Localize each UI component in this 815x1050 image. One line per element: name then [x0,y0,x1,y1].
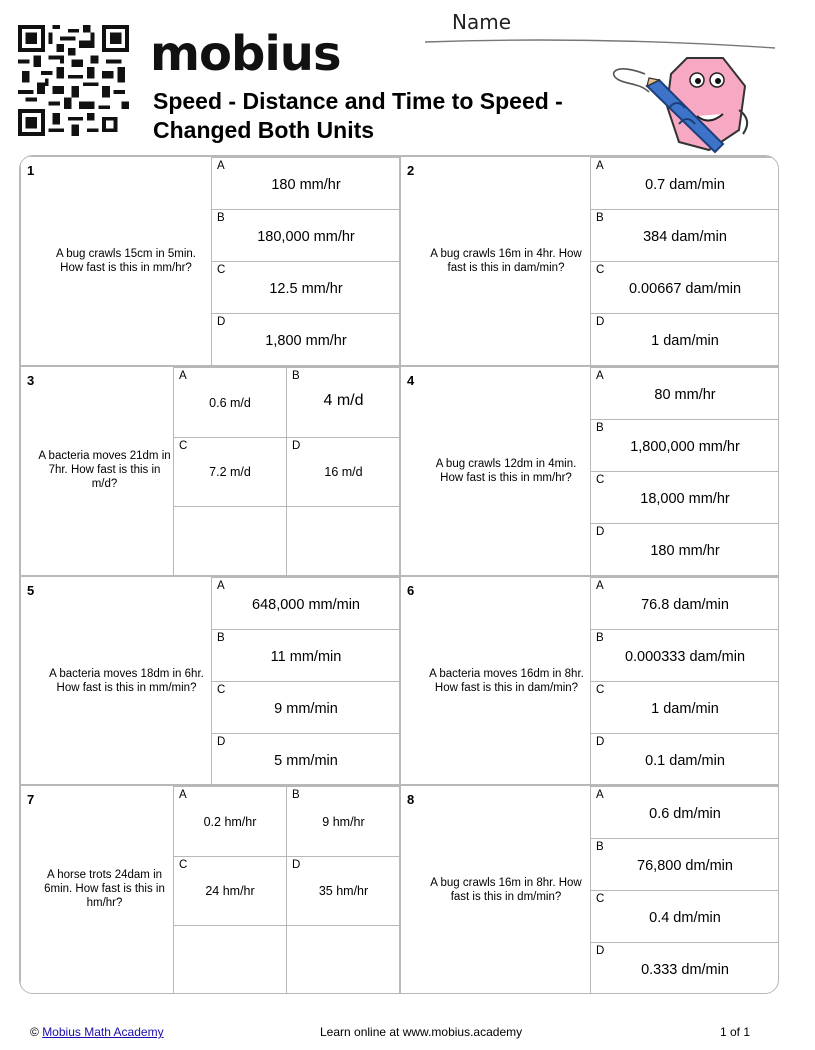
option-letter: D [292,440,301,452]
option-letter: D [217,736,226,748]
mascot-icon [605,50,755,155]
mobius-logo [150,26,341,82]
answer-option[interactable] [590,261,779,314]
question-cell [400,785,779,994]
option-letter: D [596,945,605,957]
option-letter: D [596,736,605,748]
question-cell [400,576,779,785]
option-letter: D [292,859,301,871]
question-number: 1 [27,163,35,178]
answer-option[interactable] [590,733,779,786]
option-value: 0.6 m/d [209,396,251,410]
option-letter: A [179,370,187,382]
question-cell [400,156,779,366]
question-text: A bacteria moves 16dm in 8hr. How fast is this in dam/min? [429,668,584,694]
question-number: 2 [407,163,415,178]
answer-option[interactable] [286,367,401,438]
question-text: A bacteria moves 21dm in 7hr. How fast is this in m/d? [38,450,171,490]
answer-option[interactable] [173,786,287,857]
option-letter: B [292,789,300,801]
option-letter: B [596,632,604,644]
option-value: 0.000333 dam/min [624,649,746,665]
option-value: 1 dam/min [651,333,719,349]
option-value: 12.5 mm/hr [269,281,343,297]
question-text: A horse trots 24dam in 6min. How fast is this in hm/hr? [44,869,165,909]
question-text: A bug crawls 16m in 4hr. How fast is this in dam/min? [430,248,582,274]
option-value: 5 mm/min [274,753,338,769]
option-letter: B [217,212,225,224]
answer-option[interactable] [286,786,401,857]
answer-option[interactable] [173,367,287,438]
option-letter: A [217,580,225,592]
option-letter: A [596,370,604,382]
option-letter: D [596,526,605,538]
option-letter: C [179,440,188,452]
answer-option[interactable] [211,629,401,682]
question-number: 3 [27,373,35,388]
option-value: 9 mm/min [274,701,338,717]
answer-option[interactable] [590,681,779,734]
option-value: 76.8 dam/min [641,597,729,613]
question-text: A bug crawls 12dm in 4min. How fast is this in mm/hr? [435,458,577,484]
answer-option[interactable] [211,313,401,367]
option-letter: A [217,160,225,172]
question-number: 5 [27,583,35,598]
answer-option[interactable] [286,856,401,926]
question-number: 6 [407,583,415,598]
option-value: 1,800 mm/hr [265,333,347,349]
option-letter: C [179,859,188,871]
answer-option[interactable] [590,157,779,210]
footer-learn-online: Learn online at www.mobius.academy [320,1025,523,1039]
option-value: 0.2 hm/hr [203,815,257,829]
answer-option[interactable] [211,577,401,630]
option-letter: C [596,893,605,905]
option-letter: B [596,841,604,853]
answer-option[interactable] [211,157,401,210]
option-value: 0.6 dm/min [649,806,721,822]
option-letter: A [596,160,604,172]
answer-option[interactable] [590,942,779,994]
answer-option[interactable] [590,890,779,943]
question-cell [400,366,779,576]
copyright-symbol: © [30,1025,39,1039]
answer-option[interactable] [590,786,779,839]
logo-text: mobius [150,26,341,82]
option-letter: B [217,632,225,644]
answer-option[interactable] [173,856,287,926]
option-letter: A [596,580,604,592]
option-value: 18,000 mm/hr [640,491,730,507]
answer-option[interactable] [590,367,779,420]
question-number: 8 [407,792,415,807]
option-value: 180 mm/hr [650,543,720,559]
page-title: Speed - Distance and Time to Speed - Changed Both Units [153,88,563,143]
option-letter: A [179,789,187,801]
answer-option[interactable] [590,577,779,630]
qr-code-icon [18,25,129,136]
answer-option[interactable] [590,523,779,577]
option-value: 384 dam/min [643,229,727,245]
option-letter: C [217,684,226,696]
question-text: A bug crawls 16m in 8hr. How fast is this in dm/min? [430,877,582,903]
blank-box [173,506,287,577]
option-value: 35 hm/hr [318,884,369,898]
answer-option[interactable] [211,681,401,734]
answer-option[interactable] [590,209,779,262]
question-cell [20,576,400,785]
answer-option[interactable] [590,419,779,472]
option-value: 16 m/d [324,465,363,479]
option-letter: B [596,212,604,224]
option-letter: C [596,474,605,486]
option-value: 11 mm/min [270,649,342,665]
question-text: A bug crawls 15cm in 5min. How fast is this in mm/hr? [56,248,196,274]
question-cell [20,785,400,994]
option-value: 1,800,000 mm/hr [630,439,740,455]
question-cell [20,366,400,576]
option-letter: C [596,264,605,276]
page-number: 1 of 1 [720,1025,751,1039]
option-value: 7.2 m/d [209,465,251,479]
option-value: 0.333 dm/min [641,962,729,978]
option-letter: A [596,789,604,801]
question-text: A bacteria moves 18dm in 6hr. How fast is this in mm/min? [49,668,204,694]
option-letter: B [596,422,604,434]
option-value: 0.00667 dam/min [628,281,742,297]
option-value: 0.7 dam/min [645,177,725,193]
option-letter: C [596,684,605,696]
option-value: 180,000 mm/hr [257,229,355,245]
option-value: 0.4 dm/min [649,910,721,926]
blank-box [286,925,401,994]
answer-option[interactable] [211,733,401,786]
option-value: 76,800 dm/min [637,858,733,874]
option-letter: D [217,316,226,328]
option-value: 1 dam/min [651,701,719,717]
option-value: 648,000 mm/min [252,597,360,613]
option-value: 4 m/d [323,392,364,409]
answer-option[interactable] [286,437,401,507]
answer-option[interactable] [173,437,287,507]
option-value: 80 mm/hr [654,387,716,403]
blank-box [173,925,287,994]
question-number: 4 [407,373,415,388]
option-value: 180 mm/hr [271,177,341,193]
option-letter: C [217,264,226,276]
name-label: Name [452,10,512,34]
answer-option[interactable] [590,471,779,524]
option-letter: D [596,316,605,328]
question-grid [19,155,779,994]
question-cell [20,156,400,366]
option-value: 0.1 dam/min [645,753,725,769]
blank-box [286,506,401,577]
answer-option[interactable] [211,261,401,314]
mobius-academy-link[interactable]: Mobius Math Academy [42,1025,164,1039]
option-value: 24 hm/hr [205,884,255,898]
footer-copyright [30,1025,164,1039]
question-number: 7 [27,792,35,807]
answer-option[interactable] [590,629,779,682]
answer-option[interactable] [211,209,401,262]
answer-option[interactable] [590,313,779,367]
option-value: 9 hm/hr [322,815,365,829]
answer-option[interactable] [590,838,779,891]
option-letter: B [292,370,300,382]
